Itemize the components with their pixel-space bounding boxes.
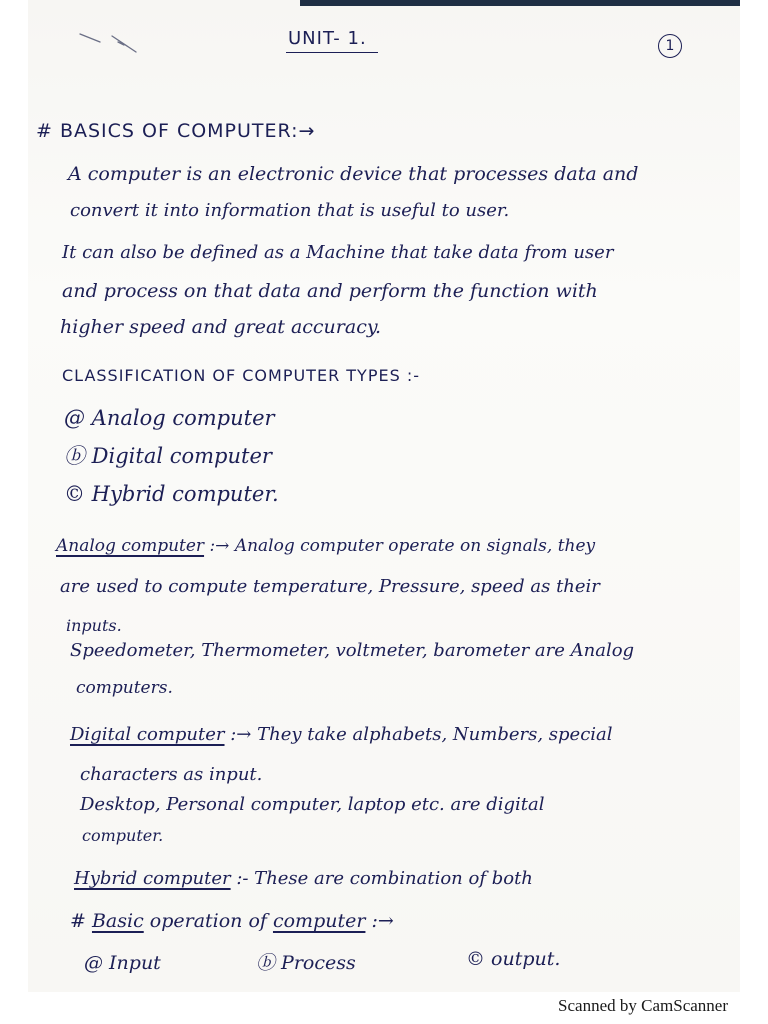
operation-item-process: ⓑ Process [256, 952, 356, 974]
page-number-badge: 1 [658, 34, 682, 58]
classification-item-hybrid: © Hybrid computer. [64, 482, 279, 506]
operation-heading [70, 912, 394, 931]
operation-middle: operation of [143, 910, 273, 932]
operation-term-computer: computer [272, 910, 366, 932]
classification-item-analog: @ Analog computer [64, 406, 275, 430]
hybrid-definition: :- These are combination of both [230, 868, 533, 889]
basics-line-4: and process on that data and perform the function with [62, 280, 598, 302]
analog-line-4: Speedometer, Thermometer, voltmeter, barometer are Analog [70, 640, 635, 661]
digital-line-4: computer. [82, 826, 164, 845]
operation-suffix: :→ [365, 910, 394, 932]
operation-item-input: @ Input [84, 952, 161, 974]
analog-definition-start: :→ Analog computer operate on signals, they [204, 536, 596, 556]
basics-line-3: It can also be defined as a Machine that take data from user [62, 242, 614, 263]
operation-prefix: # [70, 910, 92, 932]
digital-line-3: Desktop, Personal computer, laptop etc. are digital [80, 794, 545, 815]
analog-line-2: are used to compute temperature, Pressure, speed as their [60, 576, 600, 597]
page-top-edge-shadow [300, 0, 740, 6]
analog-line-3: inputs. [66, 616, 122, 635]
unit-title: UNIT- 1. [288, 28, 367, 49]
hybrid-line [74, 870, 533, 888]
operation-item-output: © output. [466, 948, 561, 970]
operation-term-basic: Basic [91, 910, 144, 932]
basics-line-5: higher speed and great accuracy. [60, 316, 382, 338]
digital-term: Digital computer [70, 724, 225, 745]
classification-item-digital: ⓑ Digital computer [64, 444, 272, 468]
analog-term: Analog computer [56, 536, 205, 556]
analog-line-1 [56, 538, 595, 555]
digital-definition-start: :→ They take alphabets, Numbers, special [224, 724, 613, 745]
basics-line-1: A computer is an electronic device that processes data and [68, 163, 639, 185]
digital-line-2: characters as input. [80, 764, 263, 785]
scanner-watermark: Scanned by CamScanner [558, 996, 728, 1015]
classification-heading: CLASSIFICATION OF COMPUTER TYPES :- [62, 366, 420, 385]
hybrid-term: Hybrid computer [74, 868, 231, 889]
unit-title-underline [286, 52, 378, 53]
digital-line-1 [70, 726, 613, 744]
basics-line-2: convert it into information that is useful to user. [70, 200, 510, 221]
analog-line-5: computers. [76, 678, 173, 698]
basics-heading: # BASICS OF COMPUTER:→ [36, 120, 316, 142]
pen-scribble-mark [78, 28, 148, 56]
